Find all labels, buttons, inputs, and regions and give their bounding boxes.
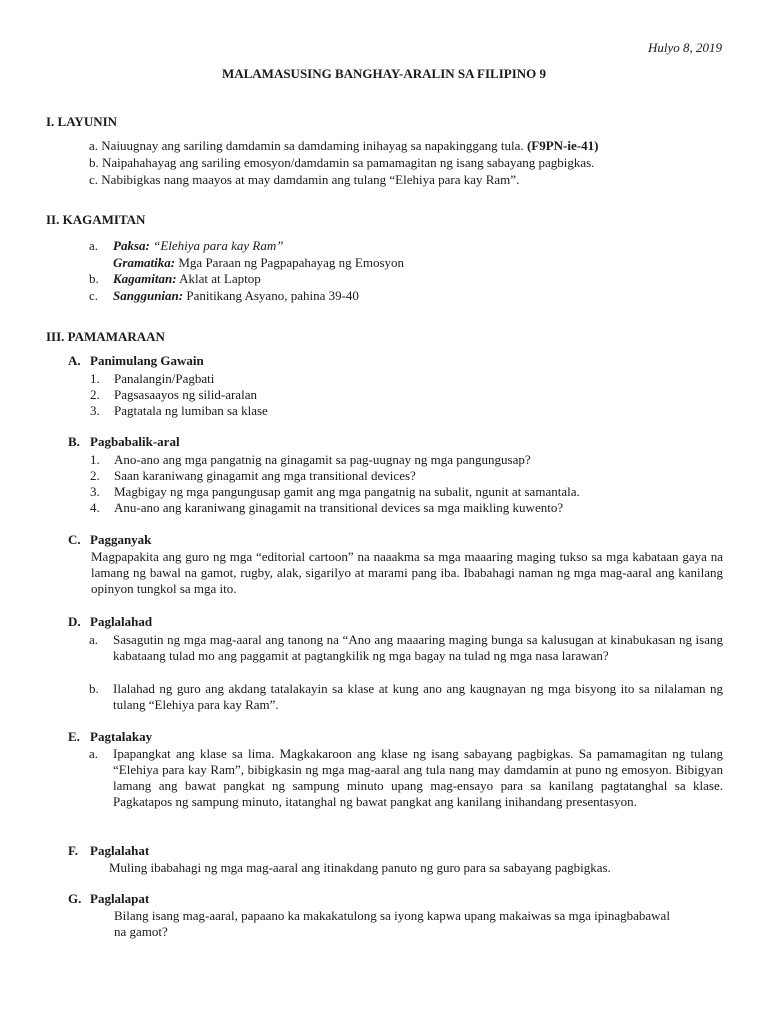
sanggunian-label: Sanggunian: bbox=[113, 288, 184, 303]
paglalahad-item-a: Sasagutin ng mga mag-aaral ang tanong na “Ano ang maaaring maging bunga sa kalusugan at kinabukasan ng isang kabataang tulad mo ang paggamit at pagtangkilik ng mga bagay na tulad ng mga nasa larawan? bbox=[113, 632, 723, 663]
item-marker: a. bbox=[89, 632, 99, 647]
item-marker: b. bbox=[89, 155, 99, 170]
item-marker: a. bbox=[89, 138, 99, 153]
subsection-title: Pagtalakay bbox=[90, 729, 153, 744]
document-title: MALAMASUSING BANGHAY-ARALIN SA FILIPINO 9 bbox=[221, 66, 547, 81]
section-heading-pamamaraan: III. PAMAMARAAN bbox=[46, 329, 165, 344]
subsection-title: Panimulang Gawain bbox=[90, 353, 204, 368]
kagamitan-value: Aklat at Laptop bbox=[179, 271, 261, 286]
item-text: Nabibigkas nang maayos at may damdamin ang tulang “Elehiya para kay Ram”. bbox=[101, 172, 520, 187]
kagamitan-marker-a: a. bbox=[89, 238, 99, 253]
list-number: 3. bbox=[90, 484, 100, 499]
paksa-value: “Elehiya para kay Ram” bbox=[153, 238, 284, 253]
subsection-title: Pagbabalik-aral bbox=[90, 434, 180, 449]
section-heading-layunin: I. LAYUNIN bbox=[46, 114, 118, 129]
subsection-heading-g bbox=[68, 891, 149, 907]
pagganyak-paragraph: Magpapakita ang guro ng mga “editorial cartoon” na naaakma sa mga maaaring maging tukso sa mga kabataan gaya na lamang ng bawal na gamot, rugby, alak, sigarilyo at marami pang iba. Ibabahagi naman ng mga mag-aaral ang kanilang opinyon tungkol sa mga ito. bbox=[91, 549, 723, 596]
list-number: 4. bbox=[90, 500, 100, 515]
subsection-heading-d bbox=[68, 614, 152, 630]
item-text: Naiuugnay ang sariling damdamin sa damdaming inihayag sa napakinggang tula. bbox=[101, 138, 524, 153]
subsection-heading-e bbox=[68, 729, 152, 745]
kagamitan-sanggunian bbox=[113, 288, 723, 304]
competency-code: (F9PN-ie-41) bbox=[526, 138, 599, 153]
list-number: 1. bbox=[90, 452, 100, 467]
subsection-letter: G. bbox=[68, 891, 82, 906]
subsection-letter: D. bbox=[68, 614, 81, 629]
paglalapat-paragraph: Bilang isang mag-aaral, papaano ka makakatulong sa iyong kapwa upang makaiwas sa mga ipinagbabawal na gamot? bbox=[114, 908, 670, 939]
paglalahat-paragraph: Muling ibabahagi ng mga mag-aaral ang itinakdang panuto ng guro para sa sabayang pagbigkas. bbox=[109, 860, 611, 875]
kagamitan-kagamitan bbox=[113, 271, 723, 287]
subsection-letter: B. bbox=[68, 434, 80, 449]
pagtalakay-item-a: Ipapangkat ang klase sa lima. Magkakaroon ang klase ng isang sabayang pagbigkas. Sa pamamagitan ng tulang “Elehiya para kay Ram”, bibigkasin ng mga mag-aaral ang tula nang may damdamin at puno ng emosyon. Bibigyan lamang ang bawat pangkat ng sampung minuto upang mag-ensayo para sa kanilang pagtatanghal sa klase. Pagkatapos ng sampung minuto, itatanghal ng bawat pangkat ang kanilang inihandang presentasyon. bbox=[113, 746, 723, 809]
subsection-letter: C. bbox=[68, 532, 81, 547]
sanggunian-value: Panitikang Asyano, pahina 39-40 bbox=[186, 288, 359, 303]
list-item: Saan karaniwang ginagamit ang mga transitional devices? bbox=[114, 468, 416, 483]
subsection-title: Paglalahat bbox=[90, 843, 150, 858]
kagamitan-label: Kagamitan: bbox=[113, 271, 177, 286]
subsection-title: Paglalahad bbox=[90, 614, 153, 629]
subsection-letter: A. bbox=[68, 353, 81, 368]
section-heading-kagamitan: II. KAGAMITAN bbox=[46, 212, 146, 227]
list-item: Magbigay ng mga pangungusap gamit ang mga pangatnig na subalit, ngunit at samantala. bbox=[114, 484, 580, 499]
list-item: Pagsasaayos ng silid-aralan bbox=[114, 387, 257, 402]
list-number: 3. bbox=[90, 403, 100, 418]
subsection-title: Pagganyak bbox=[90, 532, 152, 547]
subsection-heading-a bbox=[68, 353, 204, 369]
item-text: Naipahahayag ang sariling emosyon/damdamin sa pamamagitan ng isang sabayang pagbigkas. bbox=[102, 155, 595, 170]
gramatika-value: Mga Paraan ng Pagpapahayag ng Emosyon bbox=[178, 255, 405, 270]
list-number: 2. bbox=[90, 387, 100, 402]
list-item: Pagtatala ng lumiban sa klase bbox=[114, 403, 268, 418]
gramatika-label: Gramatika: bbox=[113, 255, 176, 270]
kagamitan-marker-b: b. bbox=[89, 271, 99, 286]
list-item: Anu-ano ang karaniwang ginagamit na transitional devices sa mga maikling kuwento? bbox=[114, 500, 564, 515]
item-marker: c. bbox=[89, 172, 99, 187]
list-item: Ano-ano ang mga pangatnig na ginagamit sa pag-uugnay ng mga pangungusap? bbox=[114, 452, 531, 467]
list-number: 1. bbox=[90, 371, 100, 386]
subsection-letter: E. bbox=[68, 729, 80, 744]
list-number: 2. bbox=[90, 468, 100, 483]
paglalahad-item-b: Ilalahad ng guro ang akdang tatalakayin sa klase at kung ano ang kaugnayan ng mga bisyong ito sa nilalaman ng tulang “Elehiya para kay Ram”. bbox=[113, 681, 723, 712]
item-marker: b. bbox=[89, 681, 99, 696]
subsection-heading-c bbox=[68, 532, 151, 548]
subsection-heading-f bbox=[68, 843, 149, 859]
document-date: Hulyo 8, 2019 bbox=[647, 40, 722, 55]
paksa-label: Paksa: bbox=[113, 238, 150, 253]
layunin-item-b bbox=[89, 155, 723, 171]
kagamitan-marker-c: c. bbox=[89, 288, 99, 303]
subsection-heading-b bbox=[68, 434, 180, 450]
kagamitan-gramatika bbox=[113, 255, 723, 271]
list-item: Panalangin/Pagbati bbox=[114, 371, 215, 386]
layunin-item-c bbox=[89, 172, 723, 188]
item-marker: a. bbox=[89, 746, 99, 761]
kagamitan-paksa bbox=[113, 238, 723, 254]
subsection-letter: F. bbox=[68, 843, 78, 858]
subsection-title: Paglalapat bbox=[90, 891, 150, 906]
layunin-item-a bbox=[89, 138, 723, 154]
